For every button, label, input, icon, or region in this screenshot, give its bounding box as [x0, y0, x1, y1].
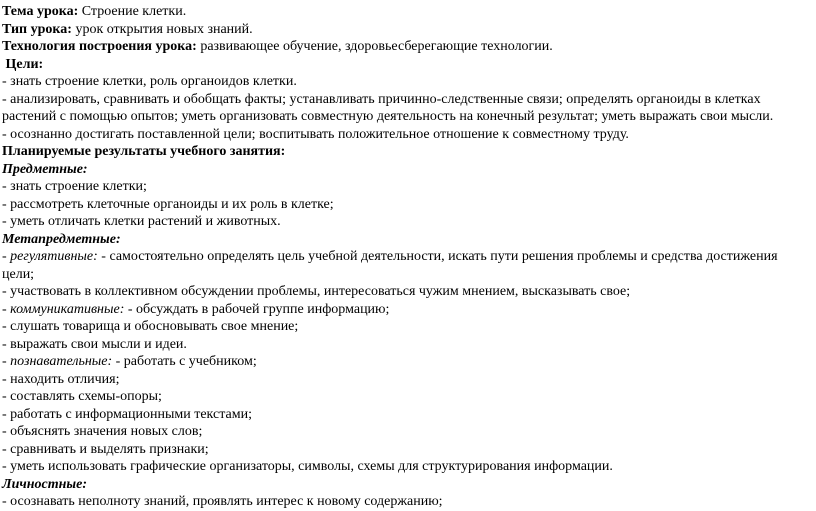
lesson-technology: [2, 38, 816, 56]
type-label: Тип урока:: [2, 21, 72, 37]
communicative-subitem: - слушать товарища и обосновывать свое мнение;: [2, 319, 299, 334]
subject-item: - уметь отличать клетки растений и животных.: [2, 214, 281, 229]
goal-item: - анализировать, сравнивать и обобщать факты; устанавливать причинно-следственные связи; определять органоиды в клетках растений с помощью опытов; уметь организовать совместную деятельность на конечный результат; уметь выражать свои мысли.: [2, 91, 774, 124]
type-value: урок открытия новых знаний.: [71, 21, 253, 37]
meta-heading: Метапредметные:: [2, 231, 121, 247]
tech-value: развивающее обучение, здоровьесберегающие технологии.: [196, 39, 553, 54]
regulative-label: - регулятивные:: [2, 249, 98, 264]
lesson-topic: [2, 3, 816, 21]
cognitive-subitem: - объяснять значения новых слов;: [2, 424, 203, 439]
communicative-text: - обсуждать в рабочей группе информацию;: [124, 301, 390, 317]
personal-item: - осознавать неполноту знаний, проявлять интерес к новому содержанию;: [2, 494, 443, 509]
regulative-item: [2, 248, 812, 283]
goal-item: - осознанно достигать поставленной цели; воспитывать положительное отношение к совместному труду.: [2, 126, 629, 142]
subject-heading: Предметные:: [2, 161, 88, 177]
subject-item: - рассмотреть клеточные органоиды и их роль в клетке;: [2, 196, 334, 212]
cognitive-text: - работать с учебником;: [112, 354, 257, 369]
regulative-subitem: - участвовать в коллективном обсуждении проблемы, интересоваться чужим мнением, высказывать свое;: [2, 284, 631, 299]
cognitive-subitem: - работать с информационными текстами;: [2, 406, 252, 422]
personal-heading: Личностные:: [2, 476, 87, 492]
cognitive-subitem: - находить отличия;: [2, 371, 120, 387]
communicative-subitem: - выражать свои мысли и идеи.: [2, 336, 187, 352]
communicative-label: - коммуникативные:: [2, 301, 125, 317]
subject-item: - знать строение клетки;: [2, 179, 147, 194]
goals-heading: Цели:: [2, 56, 44, 72]
topic-label: Тема урока:: [2, 4, 79, 19]
cognitive-subitem: - уметь использовать графические организаторы, символы, схемы для структурирования информации.: [2, 459, 613, 474]
cognitive-item: [2, 353, 816, 371]
regulative-text: - самостоятельно определять цель учебной деятельности, искать пути решения проблемы и средства достижения цели;: [2, 249, 778, 282]
communicative-item: [2, 301, 816, 319]
tech-label: Технология построения урока:: [2, 39, 197, 54]
topic-value: Строение клетки.: [78, 4, 187, 19]
cognitive-label: - познавательные:: [2, 354, 113, 369]
goal-item: - знать строение клетки, роль органоидов клетки.: [2, 74, 297, 89]
cognitive-subitem: - сравнивать и выделять признаки;: [2, 441, 209, 457]
results-heading: Планируемые результаты учебного занятия:: [2, 144, 286, 159]
cognitive-subitem: - составлять схемы-опоры;: [2, 389, 162, 404]
lesson-type: [2, 21, 816, 39]
